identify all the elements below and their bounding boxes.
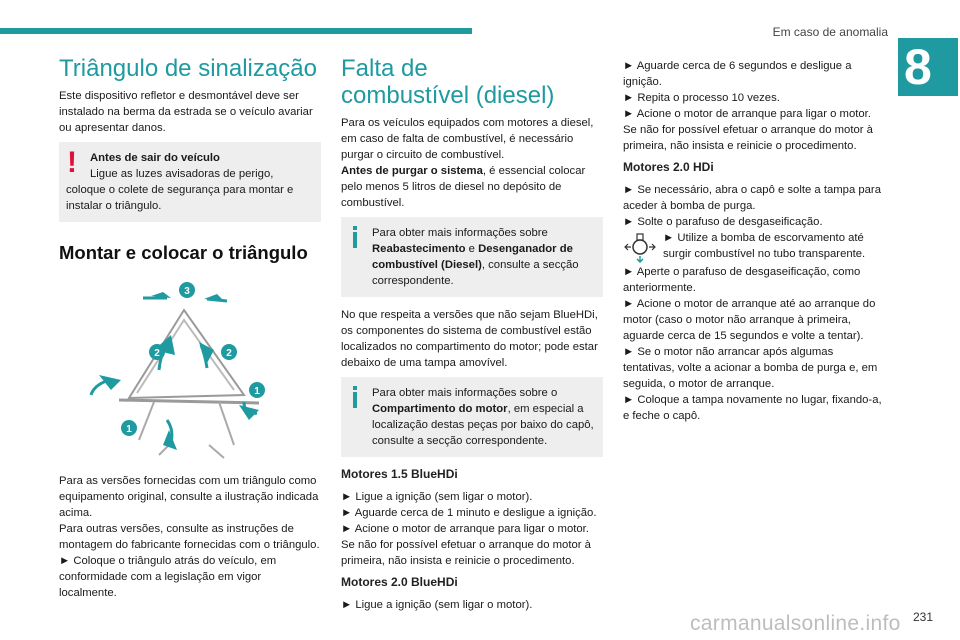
info-icon (353, 226, 357, 250)
warning-text: Ligue as luzes avisadoras de perigo, coloque o colete de segurança para montar e instalar o triângulo. (66, 168, 294, 212)
callout-2-right: 2 (226, 348, 232, 359)
warning-icon: ! (67, 146, 77, 179)
triangle-illustration (59, 280, 321, 460)
hdi-step5: ► Acione o motor de arranque até ao arranque do motor (caso o motor não arranque à primeira, aguarde cerca de 15 segundos e volte a tentar). (623, 298, 876, 342)
hdi-step7: ► Coloque a tampa novamente no lugar, fixando-a, e feche o capô. (623, 394, 882, 422)
info-box-refuel (341, 217, 603, 297)
bluehdi15-note: Se não for possível efetuar o arranque do motor à primeira, não insista e reinicie o procedimento. (341, 539, 591, 567)
chapter-number: 8 (898, 38, 958, 96)
warning-heading: Antes de sair do veículo (90, 152, 220, 164)
triangle-p2: Para outras versões, consulte as instruções de montagem do fabricante fornecidas com o triângulo. (59, 523, 320, 551)
subtitle-assemble-triangle: Montar e colocar o triângulo (59, 242, 308, 263)
hdi-step6: ► Se o motor não arrancar após algumas tentativas, volte a acionar a bomba de purga e, em seguida, o motor de arranque. (623, 346, 878, 390)
heading-1-5-bluehdi: Motores 1.5 BlueHDi (341, 467, 458, 481)
warning-box (59, 142, 321, 222)
callout-3: 3 (184, 286, 190, 297)
heading-2-0-hdi: Motores 2.0 HDi (623, 160, 714, 174)
info-box-engine-compartment (341, 377, 603, 457)
triangle-intro: Este dispositivo refletor e desmontável deve ser instalado na berma da estrada se o veículo avariar ou apresentar danos. (59, 90, 313, 134)
hdi-step1: ► Se necessário, abra o capô e solte a tampa para aceder à bomba de purga. (623, 184, 881, 212)
priming-pump-icon (623, 230, 657, 264)
section-title: Em caso de anomalia (772, 25, 888, 39)
fuel-p1: Para os veículos equipados com motores a diesel, em caso de falta de combustível, é necessário purgar o circuito de combustível. (341, 117, 594, 161)
bluehdi20-note: Se não for possível efetuar o arranque do motor à primeira, não insista e reinicie o procedimento. (623, 124, 873, 152)
callout-2-left: 2 (154, 348, 160, 359)
triangle-p3: ► Coloque o triângulo atrás do veículo, em conformidade com a legislação em vigor localmente. (59, 555, 277, 599)
column-2 (341, 55, 603, 619)
bluehdi20-step1: ► Ligue a ignição (sem ligar o motor). (341, 599, 533, 611)
title-warning-triangle: Triângulo de sinalização (59, 55, 317, 82)
hdi-pump-step (623, 230, 885, 264)
hdi-step4: ► Aperte o parafuso de desgaseificação, como anteriormente. (623, 266, 861, 294)
header-accent-bar (0, 28, 472, 34)
heading-2-0-bluehdi: Motores 2.0 BlueHDi (341, 575, 458, 589)
fuel-p2: Antes de purgar o sistema, é essencial colocar pelo menos 5 litros de diesel no depósito de combustível. (341, 165, 586, 209)
hdi-step3: ► Utilize a bomba de escorvamento até surgir combustível no tubo transparente. (663, 232, 866, 260)
info2-text: Para obter mais informações sobre o Compartimento do motor, em especial a localização destas peças por baixo do capô, consulte a secção correspondente. (372, 387, 594, 447)
bluehdi15-step3: ► Acione o motor de arranque para ligar o motor. (341, 523, 589, 535)
fuel-p3: No que respeita a versões que não sejam BlueHDi, os componentes do sistema de combustível estão localizados no compartimento do motor; pode estar debaixo de uma tampa amovível. (341, 309, 598, 369)
callout-1-left: 1 (126, 424, 132, 435)
hdi-step2: ► Solte o parafuso de desgaseificação. (623, 216, 823, 228)
bluehdi15-step2: ► Aguarde cerca de 1 minuto e desligue a ignição. (341, 507, 597, 519)
watermark: carmanualsonline.info (690, 612, 901, 635)
info1-text: Para obter mais informações sobre Reabastecimento e Desenganador de combustível (Diesel), consulte a secção correspondente. (372, 227, 579, 287)
info-icon (353, 386, 357, 410)
bluehdi15-step1: ► Ligue a ignição (sem ligar o motor). (341, 491, 533, 503)
column-3 (623, 58, 885, 430)
bluehdi20-step2: ► Aguarde cerca de 6 segundos e desligue a ignição. (623, 60, 852, 88)
bluehdi20-step4: ► Acione o motor de arranque para ligar o motor. (623, 108, 871, 120)
column-1 (59, 55, 321, 607)
triangle-p1: Para as versões fornecidas com um triângulo como equipamento original, consulte a ilustração indicada acima. (59, 475, 319, 519)
page-number: 231 (913, 610, 934, 624)
bluehdi20-step3: ► Repita o processo 10 vezes. (623, 92, 780, 104)
callout-1-right: 1 (254, 386, 260, 397)
title-fuel-shortage: Falta de combustível (diesel) (341, 55, 555, 109)
